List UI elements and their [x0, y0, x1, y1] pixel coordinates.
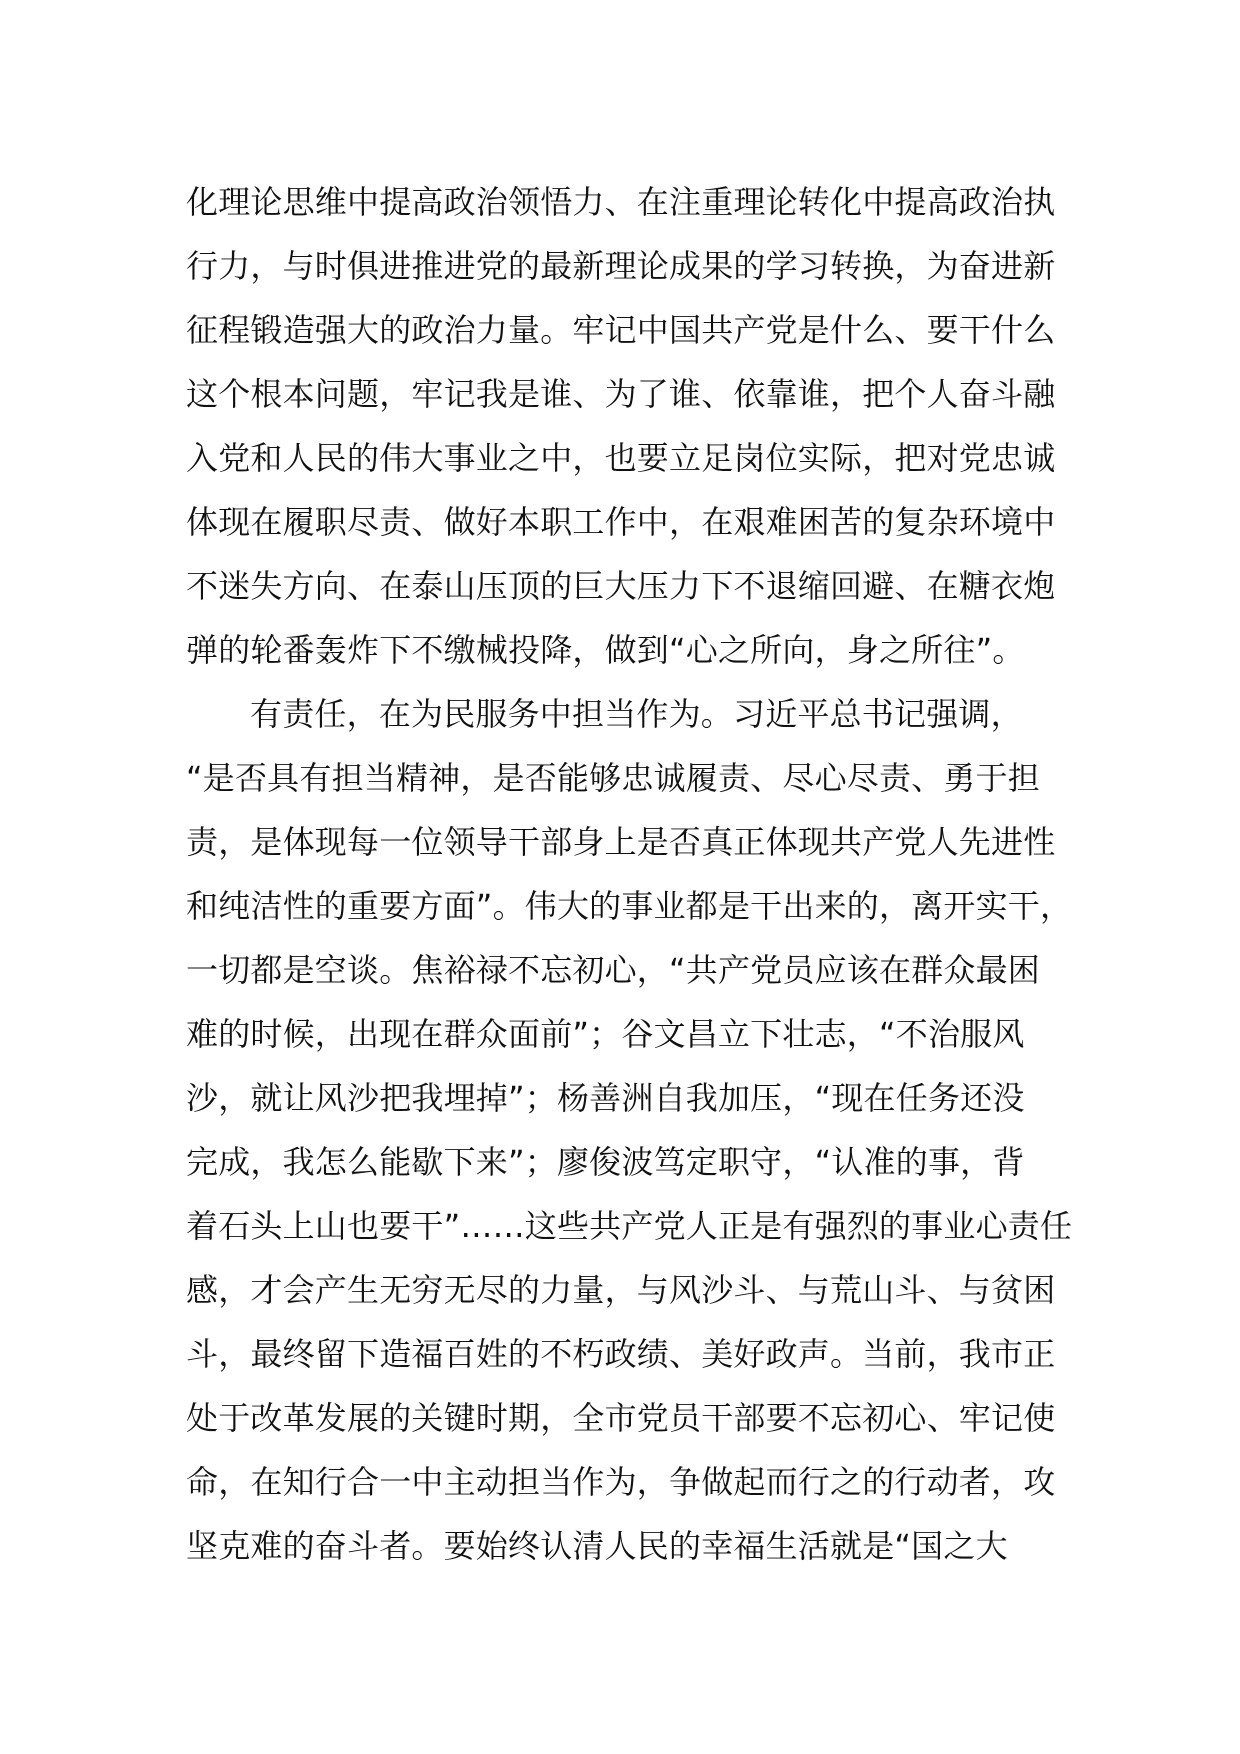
text-line: 斗，最终留下造福百姓的不朽政绩、美好政声。当前，我市正 [186, 1335, 1056, 1373]
body-text [186, 170, 1086, 1578]
text-line: 着石头上山也要干”……这些共产党人正是有强烈的事业心责任 [186, 1207, 1073, 1245]
text-line: 责，是体现每一位领导干部身上是否真正体现共产党人先进性 [186, 823, 1056, 861]
text-line: 沙，就让风沙把我埋掉”；杨善洲自我加压，“现在任务还没 [186, 1079, 1025, 1117]
text-line: 征程锻造强大的政治力量。牢记中国共产党是什么、要干什么 [186, 311, 1056, 349]
text-line: 化理论思维中提高政治领悟力、在注重理论转化中提高政治执 [186, 183, 1056, 221]
text-line: “是否具有担当精神，是否能够忠诚履责、尽心尽责、勇于担 [186, 759, 1040, 797]
text-line: 坚克难的奋斗者。要始终认清人民的幸福生活就是“国之大 [186, 1527, 1008, 1565]
text-line: 不迷失方向、在泰山压顶的巨大压力下不退缩回避、在糖衣炮 [186, 567, 1056, 605]
text-line: 和纯洁性的重要方面”。伟大的事业都是干出来的，离开实干， [186, 887, 1073, 925]
text-line: 难的时候，出现在群众面前”；谷文昌立下壮志，“不治服风 [186, 1015, 1025, 1053]
text-line: 体现在履职尽责、做好本职工作中，在艰难困苦的复杂环境中 [186, 503, 1056, 541]
paragraph-start-line: 有责任，在为民服务中担当作为。习近平总书记强调， [250, 695, 1023, 733]
text-line: 处于改革发展的关键时期，全市党员干部要不忘初心、牢记使 [186, 1399, 1056, 1437]
text-line: 命，在知行合一中主动担当作为，争做起而行之的行动者，攻 [186, 1463, 1056, 1501]
text-line: 弹的轮番轰炸下不缴械投降，做到“心之所向，身之所往”。 [186, 631, 1025, 669]
text-line: 感，才会产生无穷无尽的力量，与风沙斗、与荒山斗、与贫困 [186, 1271, 1056, 1309]
text-line: 入党和人民的伟大事业之中，也要立足岗位实际，把对党忠诚 [186, 439, 1056, 477]
text-line: 行力，与时俱进推进党的最新理论成果的学习转换，为奋进新 [186, 247, 1056, 285]
text-line: 一切都是空谈。焦裕禄不忘初心，“共产党员应该在群众最困 [186, 951, 1040, 989]
text-line: 完成，我怎么能歇下来”；廖俊波笃定职守，“认准的事，背 [186, 1143, 1025, 1181]
text-line: 这个根本问题，牢记我是谁、为了谁、依靠谁，把个人奋斗融 [186, 375, 1056, 413]
